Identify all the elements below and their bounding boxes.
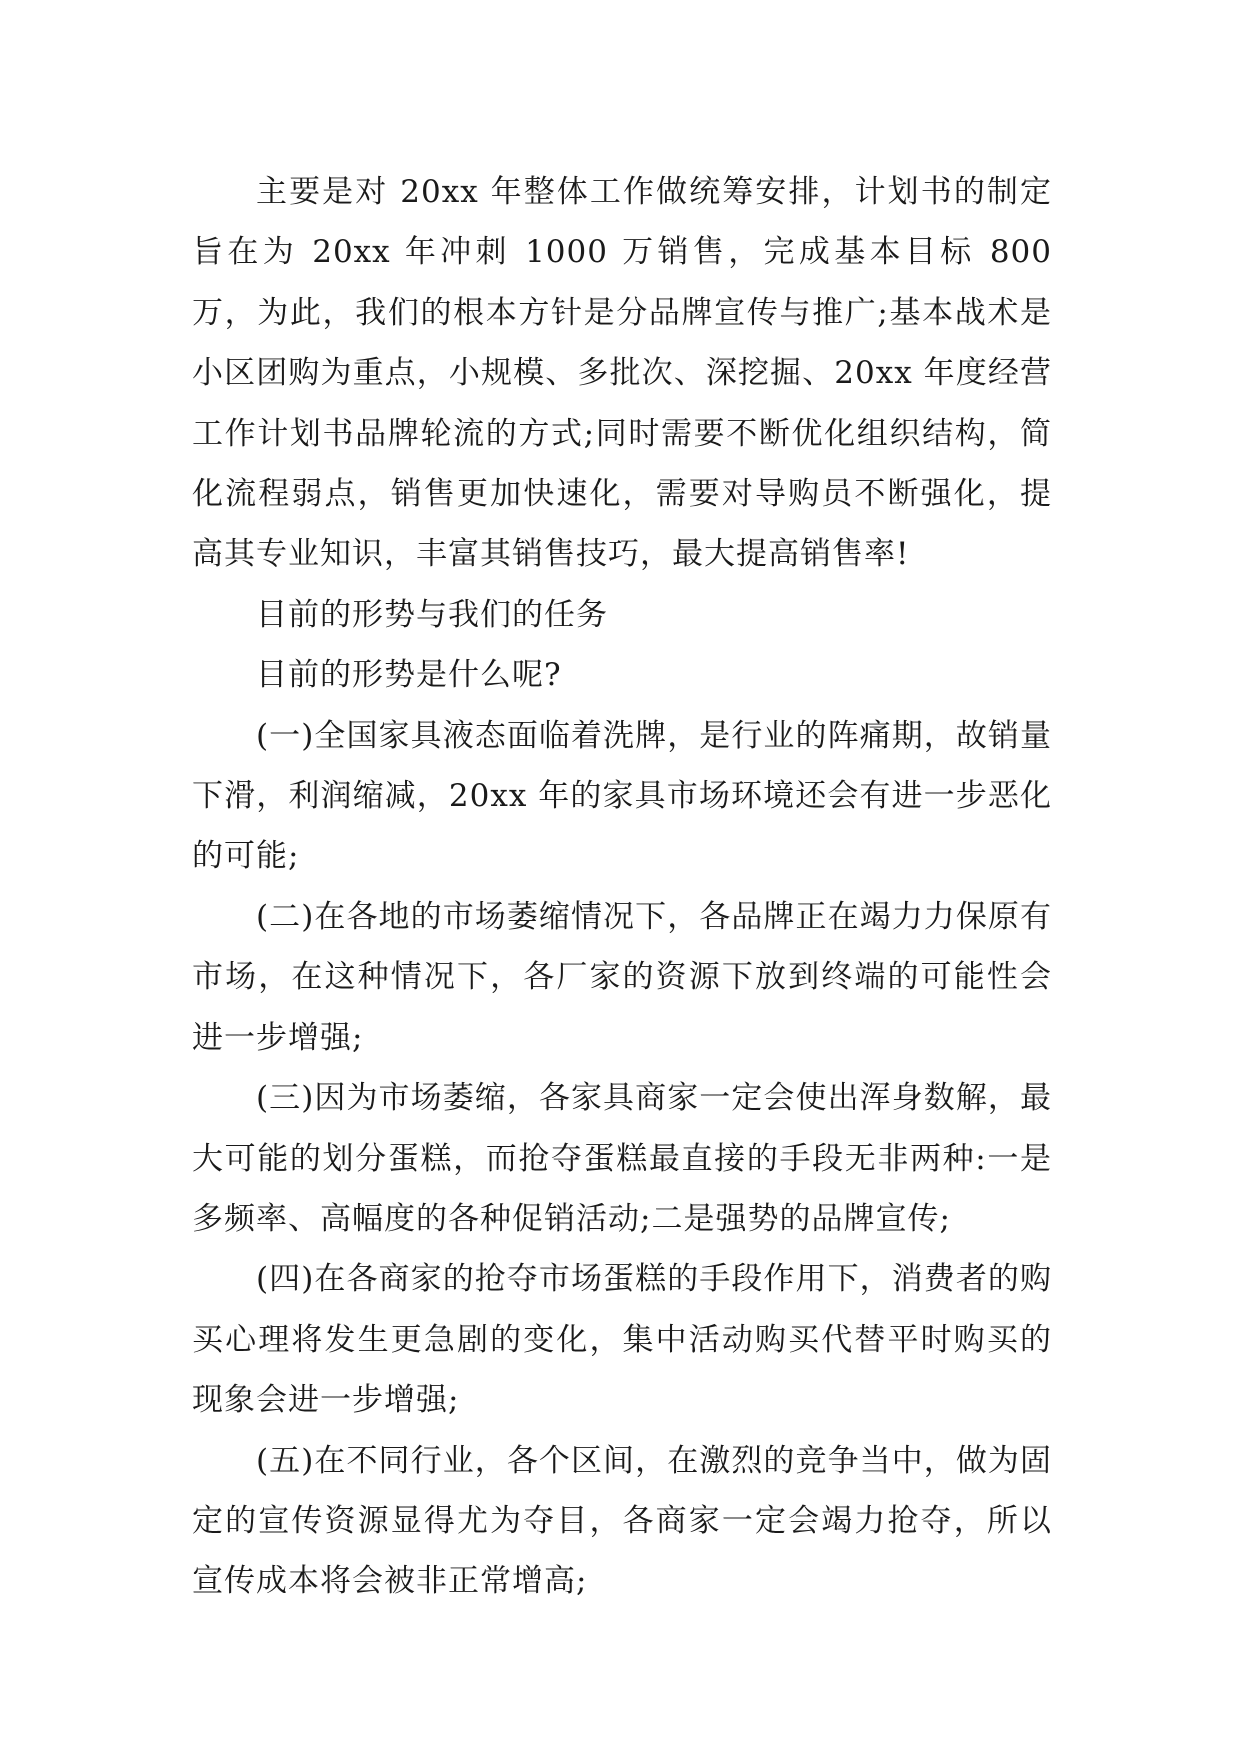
paragraph-summary: 主要是对 20xx 年整体工作做统筹安排，计划书的制定旨在为 20xx 年冲刺 1000 万销售，完成基本目标 800 万，为此，我们的根本方针是分品牌宣传与推广;基本战术是小区团购为重点，小规模、多批次、深挖掘、20xx 年度经营工作计划书品牌轮流的方式;同时需要不断优化组织结构，简化流程弱点，销售更加快速化，需要对导购员不断强化，提高其专业知识，丰富其销售技巧，最大提高销售率! <box>192 174 1052 573</box>
paragraph-point-1: (一)全国家具液态面临着洗牌，是行业的阵痛期，故销量下滑，利润缩减，20xx 年的家具市场环境还会有进一步恶化的可能; <box>192 717 1052 875</box>
paragraph-point-5: (五)在不同行业，各个区间，在激烈的竞争当中，做为固定的宣传资源显得尤为夺目，各商家一定会竭力抢夺，所以宣传成本将会被非正常增高; <box>192 1442 1052 1600</box>
section-question: 目前的形势是什么呢? <box>256 657 562 694</box>
document-body <box>192 162 1052 1612</box>
paragraph-point-3: (三)因为市场萎缩，各家具商家一定会使出浑身数解，最大可能的划分蛋糕，而抢夺蛋糕最直接的手段无非两种:一是多频率、高幅度的各种促销活动;二是强势的品牌宣传; <box>192 1080 1052 1237</box>
paragraph-point-2: (二)在各地的市场萎缩情况下，各品牌正在竭力力保原有市场，在这种情况下，各厂家的资源下放到终端的可能性会进一步增强; <box>192 898 1052 1056</box>
paragraph-point-4: (四)在各商家的抢夺市场蛋糕的手段作用下，消费者的购买心理将发生更急剧的变化，集中活动购买代替平时购买的现象会进一步增强; <box>192 1261 1052 1419</box>
section-heading: 目前的形势与我们的任务 <box>256 596 608 633</box>
